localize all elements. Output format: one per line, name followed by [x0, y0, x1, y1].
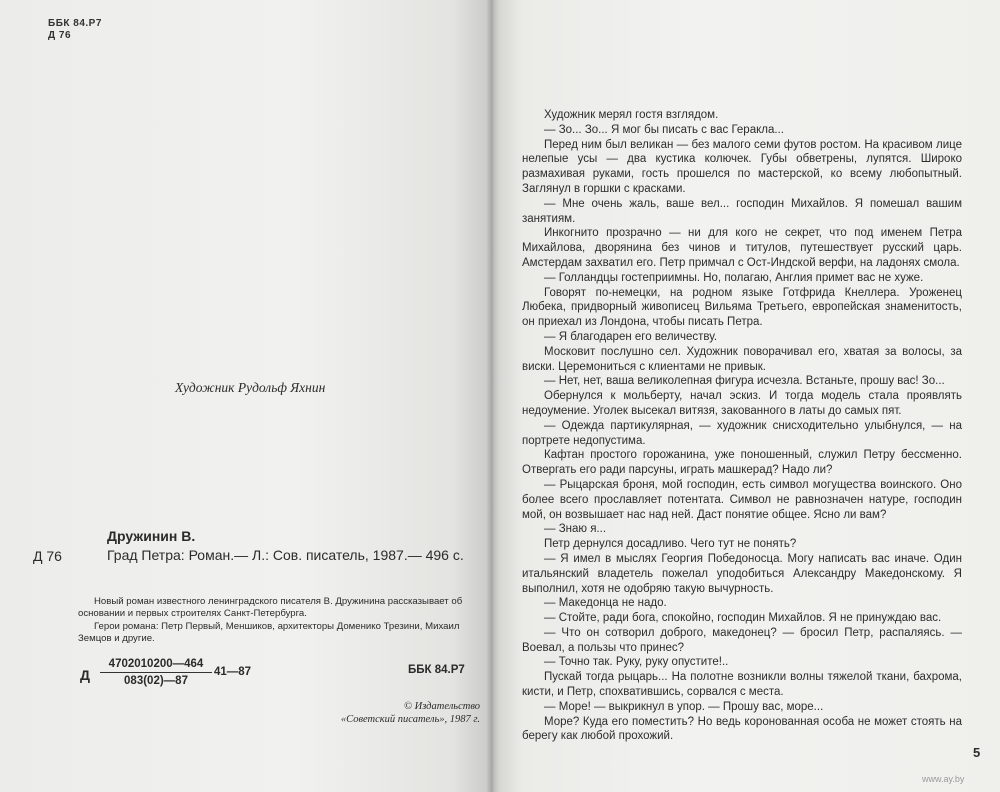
novel-paragraph: — Нет, нет, ваша великолепная фигура исчезла. Встаньте, прошу вас! Зо...: [544, 375, 945, 388]
novel-paragraph: — Море! — выкрикнул в упор. — Прошу вас, море...: [544, 700, 824, 713]
fraction-denominator: 083(02)—87: [124, 675, 188, 687]
watermark: www.ay.by: [922, 774, 965, 784]
novel-paragraph: — Рыцарская броня, мой господин, есть символ могущества воинского. Оно более всего прославляет потентата. Символ не равнозначен натуре, господин мой, он возвышает нас над ней. Даст понятие общее. Ясно ли вам?: [522, 478, 962, 521]
copyright-line: «Советский писатель», 1987 г.: [340, 714, 480, 725]
fraction-suffix: 41—87: [214, 666, 252, 678]
index-letter: Д: [80, 667, 90, 683]
bibliographic-entry: Град Петра: Роман.— Л.: Сов. писатель, 1987.— 496 с.: [107, 547, 464, 563]
novel-paragraph: — Мне очень жаль, ваше вел... господин Михайлов. Я помешал вашим занятиям.: [522, 197, 962, 225]
annotation-paragraph: Новый роман известного ленинградского писателя В. Дружинина рассказывает об основании и первых строителях Санкт-Петербурга.: [78, 596, 463, 619]
novel-paragraph: — Точно так. Руку, руку опустите!..: [544, 656, 729, 669]
novel-paragraph: — Македонца не надо.: [544, 597, 667, 610]
novel-paragraph: — Что он сотворил доброго, македонец? — бросил Петр, распаляясь. — Воевал, а пользы что принес?: [522, 626, 962, 654]
novel-paragraph: — Я благодарен его величеству.: [544, 330, 718, 343]
left-page: [0, 0, 492, 792]
novel-paragraph: Пускай тогда рыцарь... На полотне возникли волны тяжелой ткани, бахрома, кисти, и Петр, спохватившись, сорвался с места.: [522, 671, 962, 699]
bbk-code-top: ББК 84.Р7: [48, 18, 102, 29]
novel-paragraph: — Зо... Зо... Я мог бы писать с вас Геракла...: [544, 123, 784, 136]
novel-text: [522, 108, 962, 744]
novel-paragraph: Художник мерял гостя взглядом.: [544, 109, 719, 121]
bbk-code-bottom: ББК 84.Р7: [408, 664, 465, 676]
page-number: 5: [973, 745, 981, 760]
novel-paragraph: Петр дернулся досадливо. Чего тут не понять?: [544, 538, 797, 551]
novel-paragraph: — Голландцы гостеприимны. Но, полагаю, Англия примет вас не хуже.: [544, 271, 924, 284]
illustrator-credit: Художник Рудольф Яхнин: [175, 380, 326, 395]
novel-paragraph: Перед ним был великан — без малого семи футов ростом. На красивом лице нелепые усы — два кустика колючек. Губы обветрены, лупятся. Широко размахивая руками, гость прошелся по мастерской, ко всему любопытный. Заглянул в горшки с красками.: [522, 138, 962, 195]
novel-paragraph: Московит послушно сел. Художник поворачивал его, хватая за волосы, за виски. Церемониться с клиентами не привык.: [522, 345, 962, 373]
book-gutter: [486, 0, 500, 792]
novel-paragraph: — Знаю я...: [544, 523, 607, 536]
annotation-paragraph: Герои романа: Петр Первый, Меншиков, архитекторы Доменико Трезини, Михаил Земцов и другие.: [78, 621, 460, 644]
novel-paragraph: Говорят по-немецки, на родном языке Готфрида Кнеллера. Уроженец Любека, придворный живописец Вильяма Третьего, европейская знаменитость, он приехал из Лондона, чтобы писать Петра.: [522, 286, 962, 329]
copyright-line: © Издательство: [404, 701, 480, 712]
catalog-code: Д 76: [33, 548, 62, 564]
novel-paragraph: Море? Куда его поместить? Но ведь коронованная особа не может стоять на берегу как любой прохожий.: [522, 715, 962, 743]
novel-paragraph: Кафтан простого горожанина, уже поношенный, служил Петру бессменно. Отвергать его ради парсуны, играть машкерад? Надо ли?: [522, 449, 962, 477]
isbn-fraction: [100, 658, 212, 687]
fraction-numerator: 4702010200—464: [100, 658, 212, 673]
annotation: [78, 596, 488, 646]
novel-paragraph: — Я имел в мыслях Георгия Победоносца. Могу написать вас иначе. Один итальянский владетель пожелал уподобиться Александру Македонскому. Я выполнил, хотя не одобряю такую вычурность.: [522, 552, 962, 595]
novel-paragraph: Обернулся к мольберту, начал эскиз. И тогда модель стала проявлять недоумение. Уголек высекал витязя, закованного в латы до самых пят.: [522, 390, 962, 417]
catalog-code-top: Д 76: [48, 30, 72, 41]
copyright-notice: [320, 700, 480, 726]
novel-paragraph: Инкогнито прозрачно — ни для кого не секрет, что под именем Петра Михайлова, дворянина без чинов и титулов, путешествует русский царь. Амстердам захватил его. Петр примчал с Ост-Индской верфи, на ладонях смола.: [522, 227, 962, 269]
novel-paragraph: — Одежда партикулярная, — художник снисходительно улыбнулся, — на портрете недопустима.: [522, 419, 962, 447]
author-name: Дружинин В.: [107, 528, 196, 544]
novel-paragraph: — Стойте, ради бога, спокойно, господин Михайлов. Я не принуждаю вас.: [544, 612, 942, 625]
